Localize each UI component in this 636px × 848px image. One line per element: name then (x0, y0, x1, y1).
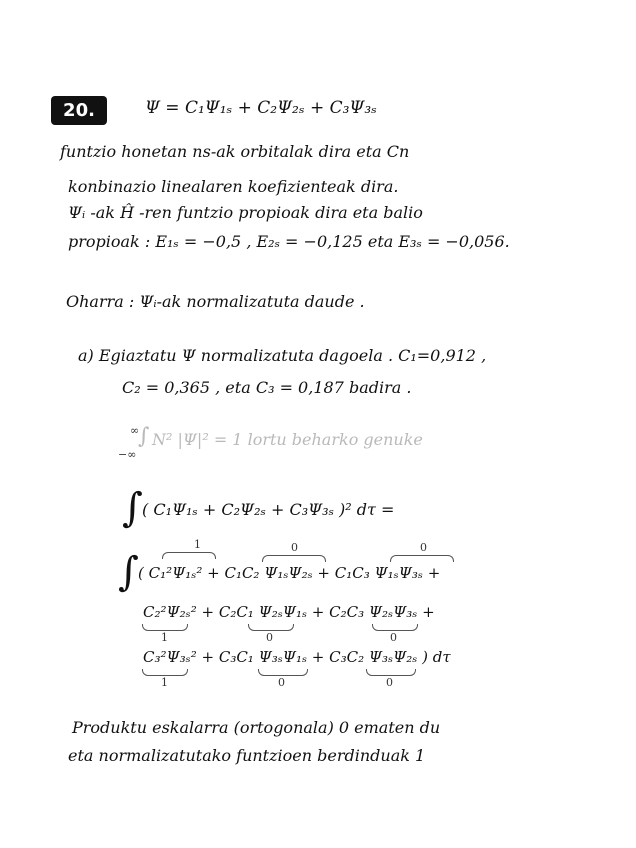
faint-integral-sign: ∫ (138, 424, 150, 449)
question-a-line-1: a) Egiaztatu Ψ normalizatuta dagoela . C₁=0,912 , (78, 346, 487, 365)
mark-zero-3: 0 (266, 631, 273, 644)
underbrace-6 (366, 669, 416, 676)
mark-zero-1: 0 (291, 541, 298, 554)
mark-one-3: 1 (161, 676, 168, 689)
expansion-row-1: ( C₁²Ψ₁ₛ² + C₁C₂ Ψ₁ₛΨ₂ₛ + C₁C₃ Ψ₁ₛΨ₃ₛ + (138, 564, 441, 582)
mark-one-2: 1 (161, 631, 168, 644)
intro-line-2: konbinazio linealaren koefizienteak dira. (68, 177, 399, 196)
mark-zero-6: 0 (386, 676, 393, 689)
underbrace-4 (142, 669, 188, 676)
faint-lower-limit: −∞ (118, 448, 137, 461)
question-a-line-2: C₂ = 0,365 , eta C₃ = 0,187 badira . (122, 378, 412, 397)
underbrace-1 (142, 624, 188, 631)
intro-line-3: Ψᵢ -ak Ĥ -ren funtzio propioak dira eta balio (68, 203, 423, 222)
mark-zero-2: 0 (420, 541, 427, 554)
overbrace-2 (262, 555, 326, 562)
problem-number-badge: 20. (51, 96, 107, 125)
underbrace-5 (258, 669, 308, 676)
oharra-note: Oharra : Ψᵢ-ak normalizatuta daude . (66, 292, 365, 311)
conclusion-line-1: Produktu eskalarra (ortogonala) 0 ematen du (72, 718, 441, 737)
wavefunction-equation: Ψ = C₁Ψ₁ₛ + C₂Ψ₂ₛ + C₃Ψ₃ₛ (145, 98, 377, 118)
faint-normalization-condition: N² |Ψ|² = 1 lortu beharko genuke (152, 430, 423, 449)
mark-one-1: 1 (194, 538, 201, 551)
mark-zero-5: 0 (278, 676, 285, 689)
faint-upper-limit: ∞ (130, 424, 140, 437)
mark-zero-4: 0 (390, 631, 397, 644)
integral-sign-1: ∫ (122, 485, 143, 531)
underbrace-2 (248, 624, 294, 631)
expansion-row-3: C₃²Ψ₃ₛ² + C₃C₁ Ψ₃ₛΨ₁ₛ + C₃C₂ Ψ₃ₛΨ₂ₛ ) dτ (143, 648, 451, 666)
integral-sign-2: ∫ (118, 549, 139, 595)
overbrace-1 (162, 552, 216, 559)
conclusion-line-2: eta normalizatutako funtzioen berdinduak 1 (68, 746, 426, 765)
expansion-row-2: C₂²Ψ₂ₛ² + C₂C₁ Ψ₂ₛΨ₁ₛ + C₂C₃ Ψ₂ₛΨ₃ₛ + (143, 603, 435, 621)
intro-line-1: funtzio honetan ns-ak orbitalak dira eta Cn (60, 142, 410, 161)
overbrace-3 (390, 555, 454, 562)
squared-integral-equation: ( C₁Ψ₁ₛ + C₂Ψ₂ₛ + C₃Ψ₃ₛ )² dτ = (142, 500, 395, 519)
intro-line-4-eigenvalues: propioak : E₁ₛ = −0,5 , E₂ₛ = −0,125 eta E₃ₛ = −0,056. (68, 232, 510, 251)
underbrace-3 (372, 624, 418, 631)
